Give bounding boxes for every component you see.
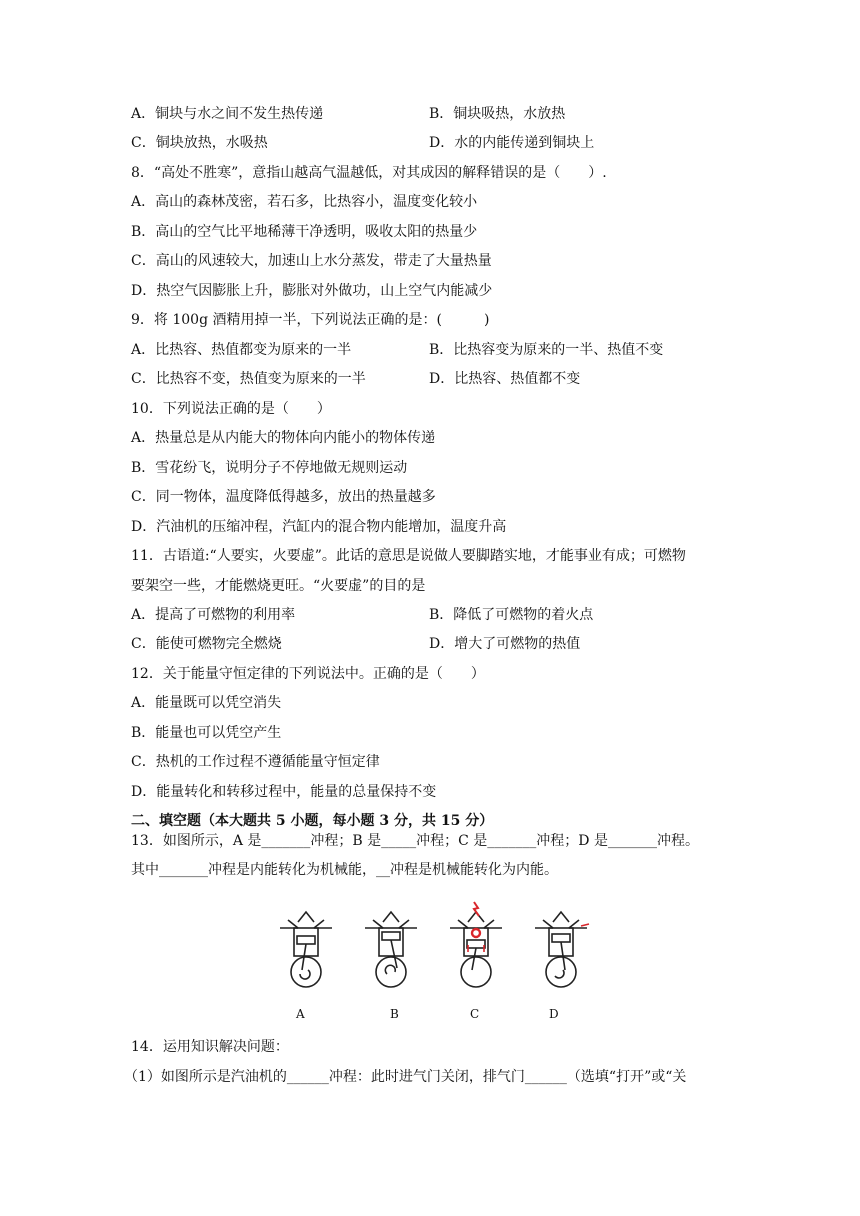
q12-option-c: C．热机的工作过程不遵循能量守恒定律 bbox=[131, 754, 380, 770]
q10-option-c: C．同一物体，温度降低得越多，放出的热量越多 bbox=[131, 489, 436, 505]
figure-label-c: C bbox=[470, 1007, 480, 1021]
engine-c-diagram bbox=[450, 902, 502, 987]
q8-option-b: B．高山的空气比平地稀薄干净透明，吸收太阳的热量少 bbox=[131, 224, 478, 240]
q9-option-c: C．比热容不变，热值变为原来的一半 bbox=[131, 371, 366, 387]
q12-option-b: B．能量也可以凭空产生 bbox=[131, 725, 282, 741]
q9-option-d: D．比热容、热值都不变 bbox=[429, 371, 581, 387]
q10-option-d: D．汽油机的压缩冲程，汽缸内的混合物内能增加，温度升高 bbox=[131, 519, 507, 535]
figure-label-a: A bbox=[296, 1007, 305, 1021]
q7-option-a: A．铜块与水之间不发生热传递 bbox=[131, 106, 324, 122]
q12-option-a: A．能量既可以凭空消失 bbox=[131, 695, 282, 711]
engine-a-diagram bbox=[280, 912, 332, 987]
q11-option-b: B．降低了可燃物的着火点 bbox=[429, 607, 594, 623]
q9-option-a: A．比热容、热值都变为原来的一半 bbox=[131, 342, 352, 358]
q8-option-c: C．高山的风速较大，加速山上水分蒸发，带走了大量热量 bbox=[131, 253, 492, 269]
q7-option-b: B．铜块吸热，水放热 bbox=[429, 106, 566, 122]
q11-stem-line2: 要架空一些，才能燃烧更旺。“火要虚”的目的是 bbox=[131, 578, 426, 594]
q14-stem: 14．运用知识解决问题： bbox=[131, 1039, 289, 1055]
q12-stem: 12．关于能量守恒定律的下列说法中。正确的是（ ） bbox=[131, 666, 485, 682]
q10-option-a: A．热量总是从内能大的物体向内能小的物体传递 bbox=[131, 430, 436, 446]
q9-stem: 9．将 100g 酒精用掉一半，下列说法正确的是：( ) bbox=[131, 312, 490, 328]
q7-option-d: D．水的内能传递到铜块上 bbox=[429, 135, 595, 151]
q13-stem-line2: 其中_______冲程是内能转化为机械能，__冲程是机械能转化为内能。 bbox=[131, 862, 558, 878]
q12-option-d: D．能量转化和转移过程中，能量的总量保持不变 bbox=[131, 784, 437, 800]
q7-option-c: C．铜块放热，水吸热 bbox=[131, 135, 268, 151]
q8-option-d: D．热空气因膨胀上升，膨胀对外做功，山上空气内能减少 bbox=[131, 283, 493, 299]
q11-option-c: C．能使可燃物完全燃烧 bbox=[131, 636, 282, 652]
engine-d-diagram bbox=[535, 912, 589, 987]
q10-stem: 10．下列说法正确的是（ ） bbox=[131, 401, 331, 417]
section-heading-fill-in: 二、填空题（本大题共 5 小题，每小题 3 分，共 15 分） bbox=[131, 813, 494, 829]
q11-option-a: A．提高了可燃物的利用率 bbox=[131, 607, 296, 623]
engine-strokes-figure bbox=[268, 900, 598, 990]
figure-label-d: D bbox=[549, 1007, 559, 1021]
q11-option-d: D．增大了可燃物的热值 bbox=[429, 636, 581, 652]
q8-stem: 8．“高处不胜寒”，意指山越高气温越低，对其成因的解释错误的是（ ）. bbox=[131, 165, 607, 181]
q11-stem-line1: 11．古语道:“人要实，火要虚”。此话的意思是说做人要脚踏实地，才能事业有成；可燃物 bbox=[131, 548, 686, 564]
q9-option-b: B．比热容变为原来的一半、热值不变 bbox=[429, 342, 664, 358]
figure-label-b: B bbox=[390, 1007, 399, 1021]
q14-part1-stem: （1）如图所示是汽油机的______冲程：此时进气门关闭，排气门______（选填“打开”或“关 bbox=[124, 1069, 687, 1085]
q13-stem-line1: 13．如图所示，A 是_______冲程；B 是_____冲程；C 是_______冲程；D 是_______冲程。 bbox=[131, 833, 699, 849]
q8-option-a: A．高山的森林茂密，若石多，比热容小，温度变化较小 bbox=[131, 194, 478, 210]
q10-option-b: B．雪花纷飞，说明分子不停地做无规则运动 bbox=[131, 460, 408, 476]
engine-b-diagram bbox=[365, 912, 417, 987]
